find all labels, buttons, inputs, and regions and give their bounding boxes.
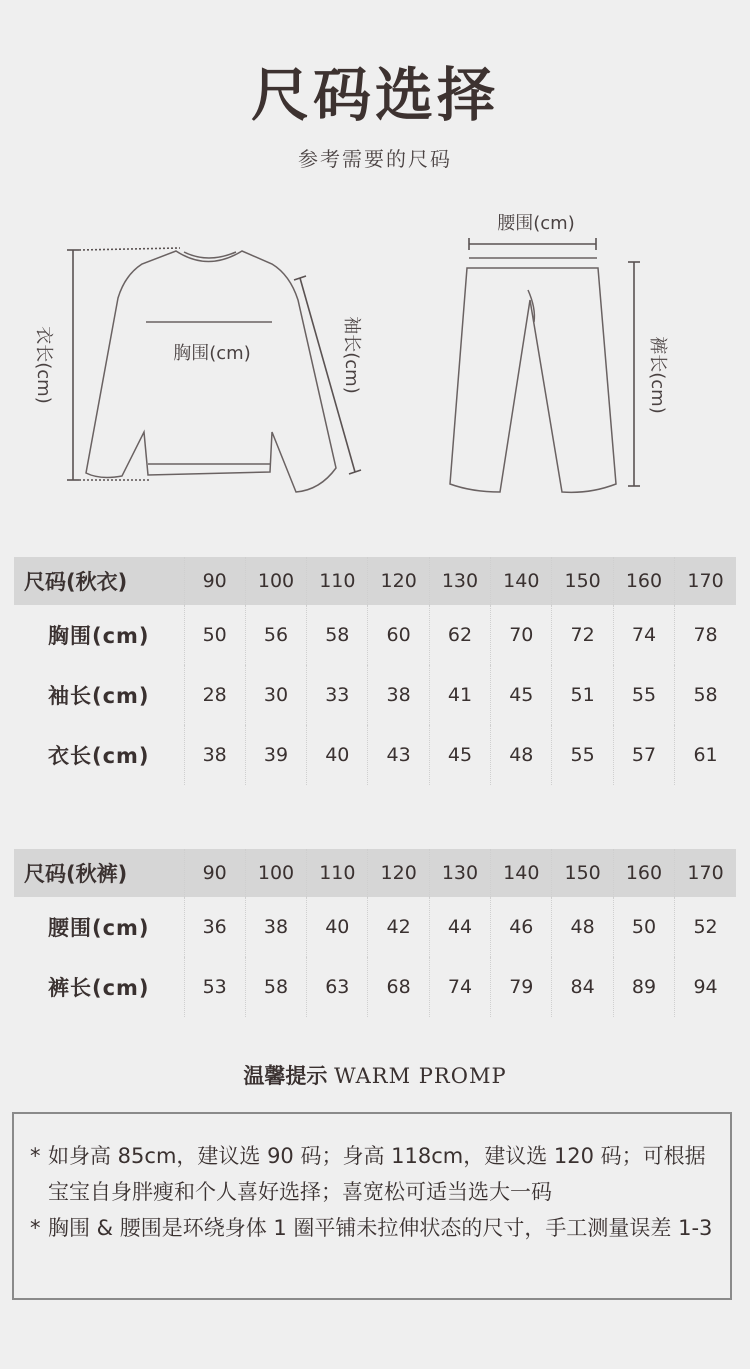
table-cell: 58 (675, 665, 736, 725)
table-cell: 56 (245, 605, 306, 665)
table-cell: 55 (613, 665, 674, 725)
pants-size-table (14, 849, 736, 1017)
table-row (14, 605, 736, 665)
table-cell: 89 (613, 957, 674, 1017)
tip-bullet: * (30, 1144, 41, 1168)
table-cell: 57 (613, 725, 674, 785)
table-cell: 38 (368, 665, 429, 725)
table-cell: 72 (552, 605, 613, 665)
table-cell: 55 (552, 725, 613, 785)
top-length-label: 衣长(cm) (33, 326, 54, 404)
table-cell: 68 (368, 957, 429, 1017)
tips-title (0, 1060, 750, 1090)
table-cell: 79 (491, 957, 552, 1017)
table-cell: 61 (675, 725, 736, 785)
size-header-cell: 130 (429, 849, 490, 897)
tip-item (30, 1138, 716, 1210)
table-cell: 84 (552, 957, 613, 1017)
table-cell: 70 (491, 605, 552, 665)
table-cell: 41 (429, 665, 490, 725)
tip-item (30, 1210, 716, 1246)
size-header-cell: 120 (368, 849, 429, 897)
table-cell: 62 (429, 605, 490, 665)
table-cell: 28 (184, 665, 245, 725)
size-header-cell: 170 (675, 849, 736, 897)
size-header-cell: 120 (368, 557, 429, 605)
table-cell: 63 (307, 957, 368, 1017)
top-size-table (14, 557, 736, 785)
table-cell: 50 (613, 897, 674, 957)
table-cell: 38 (184, 725, 245, 785)
row-label-waist: 腰围(cm) (47, 916, 150, 940)
table-row (14, 725, 736, 785)
size-header-cell: 110 (307, 557, 368, 605)
table-cell: 94 (675, 957, 736, 1017)
size-header-cell: 150 (552, 557, 613, 605)
table-row (14, 897, 736, 957)
table-cell: 48 (552, 897, 613, 957)
sleeve-label: 袖长(cm) (341, 316, 362, 394)
size-header-cell: 140 (491, 557, 552, 605)
size-header-cell: 150 (552, 849, 613, 897)
size-header-cell: 100 (245, 849, 306, 897)
table-cell: 36 (184, 897, 245, 957)
page-subtitle: 参考需要的尺码 (298, 147, 452, 171)
chest-label: 胸围(cm) (173, 343, 251, 364)
table-cell: 50 (184, 605, 245, 665)
table-cell: 51 (552, 665, 613, 725)
row-label-sleeve: 袖长(cm) (47, 684, 150, 708)
tips-title-cn: 温馨提示 (243, 1064, 328, 1088)
row-label-chest: 胸围(cm) (47, 624, 150, 648)
table-cell: 74 (613, 605, 674, 665)
table-cell: 33 (307, 665, 368, 725)
table-cell: 52 (675, 897, 736, 957)
tips-box (12, 1112, 732, 1300)
table-cell: 53 (184, 957, 245, 1017)
table-cell: 48 (491, 725, 552, 785)
table-row (14, 665, 736, 725)
table-cell: 39 (245, 725, 306, 785)
size-header-cell: 130 (429, 557, 490, 605)
table-cell: 38 (245, 897, 306, 957)
table-cell: 46 (491, 897, 552, 957)
tip-text: 胸围 & 腰围是环绕身体 1 圈平铺未拉伸状态的尺寸，手工测量误差 1-3 (48, 1216, 713, 1240)
table-cell: 45 (429, 725, 490, 785)
size-header-label: 尺码(秋衣) (24, 570, 128, 594)
table-cell: 40 (307, 725, 368, 785)
tip-bullet: * (30, 1216, 41, 1240)
table-cell: 58 (245, 957, 306, 1017)
table-cell: 42 (368, 897, 429, 957)
table-cell: 74 (429, 957, 490, 1017)
table-cell: 45 (491, 665, 552, 725)
size-header-cell: 160 (613, 557, 674, 605)
size-diagram (0, 200, 750, 510)
size-header-cell: 140 (491, 849, 552, 897)
pants-length-label: 裤长(cm) (647, 336, 668, 414)
shirt-outline (86, 251, 336, 492)
table-cell: 78 (675, 605, 736, 665)
table-header-row (14, 849, 736, 897)
size-header-cell: 90 (184, 557, 245, 605)
size-header-cell: 90 (184, 849, 245, 897)
size-header-label: 尺码(秋裤) (24, 862, 128, 886)
table-cell: 43 (368, 725, 429, 785)
size-header-cell: 170 (675, 557, 736, 605)
tips-title-en: WARM PROMP (334, 1064, 507, 1088)
row-label-pants-length: 裤长(cm) (47, 976, 150, 1000)
table-header-row (14, 557, 736, 605)
table-cell: 58 (307, 605, 368, 665)
table-cell: 30 (245, 665, 306, 725)
size-header-cell: 160 (613, 849, 674, 897)
tip-text: 如身高 85cm，建议选 90 码；身高 118cm，建议选 120 码；可根据宝宝自身胖瘦和个人喜好选择；喜宽松可适当选大一码 (48, 1144, 706, 1204)
waist-label: 腰围(cm) (497, 213, 575, 234)
row-label-top-length: 衣长(cm) (47, 744, 150, 768)
table-cell: 44 (429, 897, 490, 957)
size-header-cell: 110 (307, 849, 368, 897)
table-cell: 60 (368, 605, 429, 665)
size-header-cell: 100 (245, 557, 306, 605)
table-cell: 40 (307, 897, 368, 957)
table-row (14, 957, 736, 1017)
page-title: 尺码选择 (250, 61, 499, 129)
